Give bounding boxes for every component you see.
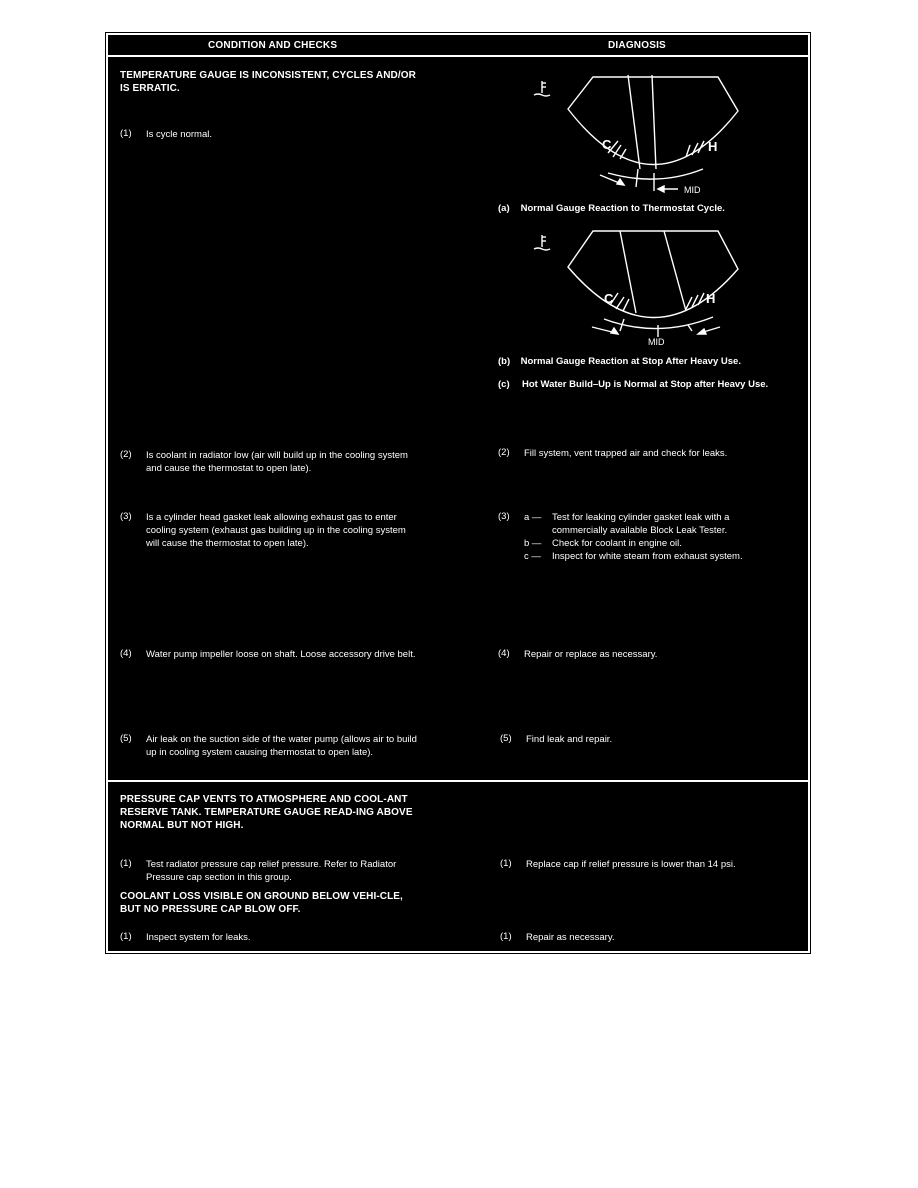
diagnosis-number: (5) — [500, 733, 512, 744]
diagnosis-table — [106, 33, 810, 953]
section-title-pressure-cap: PRESSURE CAP VENTS TO ATMOSPHERE AND COOL-ANT RESERVE TANK. TEMPERATURE GAUGE READ-ING ABOVE NORMAL BUT NOT HIGH. — [120, 794, 413, 831]
caption-a-text: Normal Gauge Reaction to Thermostat Cycle. — [520, 203, 725, 214]
step-text: Check for coolant in engine oil. — [552, 538, 682, 549]
caption-c-text: Hot Water Build–Up is Normal at Stop after Heavy Use. — [522, 379, 769, 390]
item-number: (1) — [120, 858, 132, 869]
caption-b-letter: (b) — [498, 356, 511, 367]
item-number: (4) — [120, 648, 132, 659]
diagnosis-number: (2) — [498, 447, 510, 458]
diagnosis-number: (1) — [500, 858, 512, 869]
caption-c-letter: (c) — [498, 379, 510, 390]
step-text: Test for leaking cylinder gasket leak with a commercially available Block Leak Tester. — [552, 512, 730, 536]
gauge-a-c-label: C — [602, 137, 612, 152]
step-text: Inspect for white steam from exhaust system. — [552, 551, 743, 562]
gauge-b-mid-label: MID — [648, 337, 665, 347]
condition-text: Test radiator pressure cap relief pressure. Refer to Radiator Pressure cap section in this group. — [146, 859, 397, 883]
condition-text: Is a cylinder head gasket leak allowing exhaust gas to enter cooling system (exhaust gas building up in the cooling system will cause the thermostat to open late). — [146, 512, 406, 549]
gauge-a-svg — [528, 69, 758, 204]
caption-a — [498, 202, 788, 215]
diagnosis-text: Fill system, vent trapped air and check for leaks. — [524, 448, 728, 459]
table-header — [108, 35, 808, 57]
diagnosis-number: (3) — [498, 511, 510, 522]
step-letter: b — — [524, 538, 542, 549]
item-number: (1) — [120, 128, 132, 139]
gauge-diagram-b — [528, 227, 758, 347]
item-number: (2) — [120, 449, 132, 460]
gauge-diagram-a — [528, 69, 758, 204]
diagnosis-number: (1) — [500, 931, 512, 942]
diagnosis-text: Repair or replace as necessary. — [524, 649, 658, 660]
gauge-b-c-label: C — [604, 291, 614, 306]
caption-a-letter: (a) — [498, 203, 510, 214]
gauge-b-h-label: H — [706, 291, 716, 306]
gauge-b-svg — [528, 227, 758, 347]
diagnosis-text: Replace cap if relief pressure is lower than 14 psi. — [526, 859, 736, 870]
section-title-erratic-gauge: TEMPERATURE GAUGE IS INCONSISTENT, CYCLES AND/OR IS ERRATIC. — [120, 70, 416, 94]
caption-b — [498, 355, 788, 368]
condition-text: Inspect system for leaks. — [146, 932, 251, 943]
gauge-a-h-label: H — [708, 139, 718, 154]
caption-b-text: Normal Gauge Reaction at Stop After Heavy Use. — [520, 356, 741, 367]
section-divider — [108, 780, 808, 782]
item-number: (3) — [120, 511, 132, 522]
step-letter: c — — [524, 551, 541, 562]
diagnosis-text: Find leak and repair. — [526, 734, 613, 745]
item-number: (1) — [120, 931, 132, 942]
header-condition: CONDITION AND CHECKS — [208, 40, 338, 51]
condition-text: Is coolant in radiator low (air will build up in the cooling system and cause the thermostat to open late). — [146, 450, 408, 474]
item-number: (5) — [120, 733, 132, 744]
section-title-coolant-loss: COOLANT LOSS VISIBLE ON GROUND BELOW VEHI-CLE, BUT NO PRESSURE CAP BLOW OFF. — [120, 891, 403, 915]
condition-text: Water pump impeller loose on shaft. Loose accessory drive belt. — [146, 649, 416, 660]
condition-text: Is cycle normal. — [146, 129, 212, 140]
diagnosis-number: (4) — [498, 648, 510, 659]
step-letter: a — — [524, 512, 542, 523]
gauge-a-mid-label: MID — [684, 185, 701, 195]
header-diagnosis: DIAGNOSIS — [608, 40, 666, 51]
diagnosis-text: Repair as necessary. — [526, 932, 615, 943]
condition-text: Air leak on the suction side of the water pump (allows air to build up in cooling system causing thermostat to open late). — [146, 734, 417, 758]
